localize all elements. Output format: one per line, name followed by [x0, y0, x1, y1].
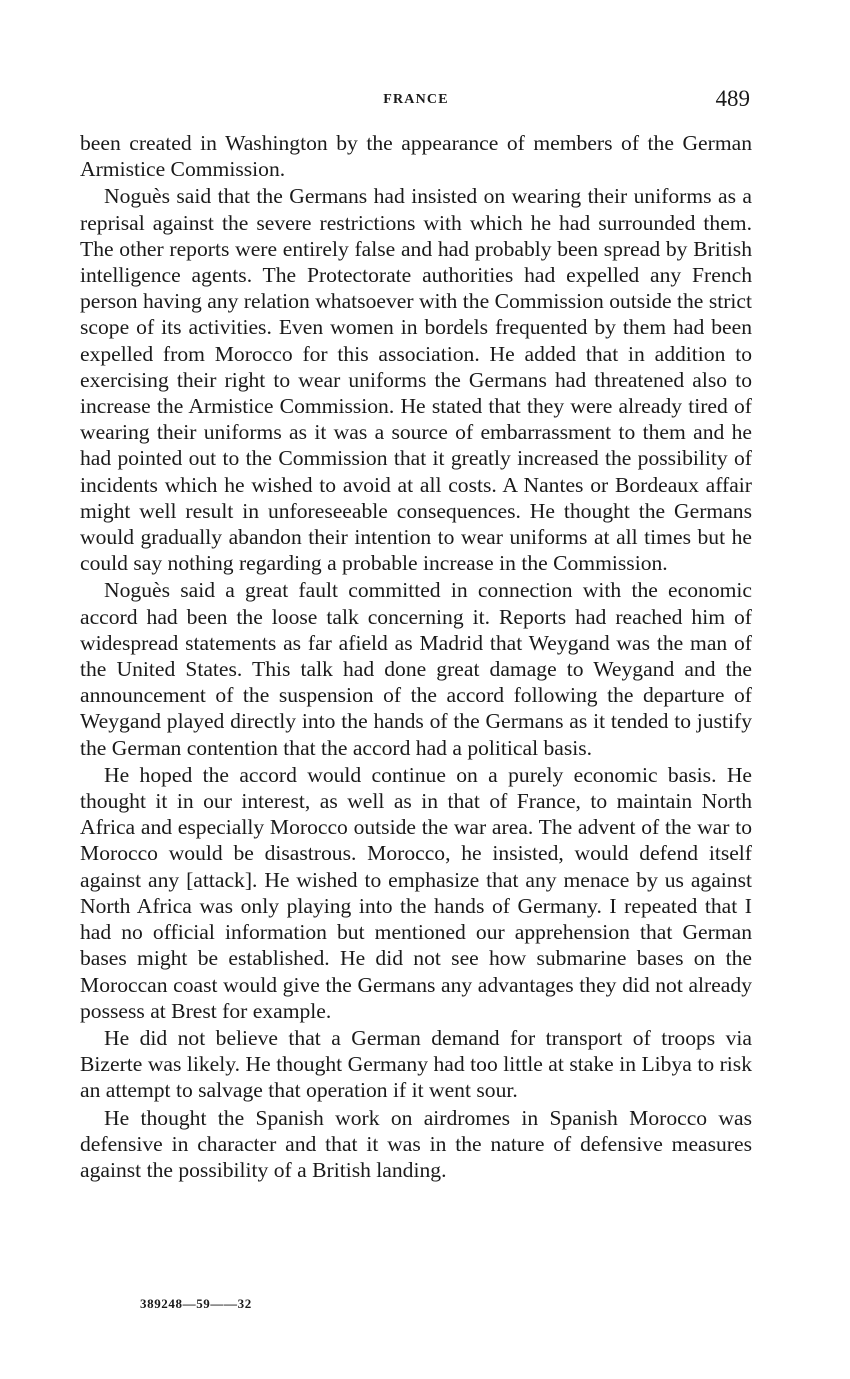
paragraph-continued: been created in Washington by the appearance of members of the German Armistice Commission.	[80, 131, 752, 182]
paragraph: Noguès said that the Germans had insisted on wearing their uniforms as a reprisal against the severe restrictions with which he had surrounded them. The other reports were entirely false and had probably been spread by British intelligence agents. The Protectorate authorities had expelled any French person having any relation whatsoever with the Commission outside the strict scope of its activities. Even women in bordels frequented by them had been expelled from Morocco for this association. He added that in addition to exercising their right to wear uniforms the Germans had threatened also to increase the Armistice Commission. He stated that they were already tired of wearing their uniforms as it was a source of embarrassment to them and he had pointed out to the Commission that it greatly increased the possibility of incidents which he wished to avoid at all costs. A Nantes or Bordeaux affair might well result in unforeseeable consequences. He thought the Germans would gradually abandon their intention to wear uniforms at all times but he could say nothing regarding a probable increase in the Commission.	[80, 184, 752, 576]
paragraph: He hoped the accord would continue on a purely economic basis. He thought it in our interest, as well as in that of France, to maintain North Africa and especially Morocco outside the war area. The advent of the war to Morocco would be disastrous. Morocco, he insisted, would defend itself against any [attack]. He wished to emphasize that any menace by us against North Africa was only playing into the hands of Germany. I repeated that I had no official information but mentioned our apprehension that German bases might be established. He did not see how submarine bases on the Moroccan coast would give the Germans any advantages they did not already possess at Brest for example.	[80, 762, 752, 1023]
body-text	[80, 130, 752, 1183]
running-head: FRANCE	[383, 92, 449, 107]
page-header	[80, 86, 752, 116]
paragraph: He thought the Spanish work on airdromes in Spanish Morocco was defensive in character and that it was in the nature of defensive measures against the possibility of a British landing.	[80, 1105, 752, 1182]
printer-code: 389248—59——32	[140, 1296, 252, 1311]
paragraph: Noguès said a great fault committed in connection with the economic accord had been the loose talk concerning it. Reports had reached him of widespread statements as far afield as Madrid that Weygand was the man of the United States. This talk had done great damage to Weygand and the announcement of the suspension of the accord following the departure of Weygand played directly into the hands of the Germans as it tended to justify the German contention that the accord had a political basis.	[80, 578, 752, 760]
paragraph: He did not believe that a German demand for transport of troops via Bizerte was likely. He thought Germany had too little at stake in Libya to risk an attempt to salvage that operation if it went sour.	[80, 1025, 752, 1103]
page-number: 489	[715, 86, 750, 111]
